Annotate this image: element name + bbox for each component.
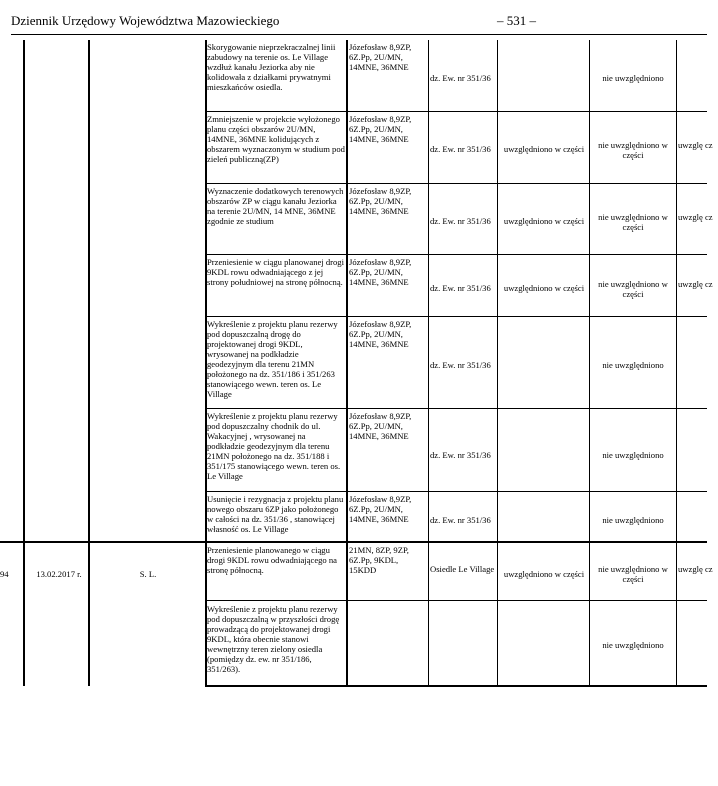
row-decision-3: uwzglę cz bbox=[678, 564, 713, 574]
row-plots: Józefosław 8,9ZP, 6Z.Pp, 2U/MN, 14MNE, 36MNE bbox=[349, 494, 412, 524]
row-line-5 bbox=[205, 408, 707, 409]
row-parcel: Osiedle Le Village bbox=[430, 564, 495, 574]
col-line-plots bbox=[428, 40, 429, 686]
row-line-3 bbox=[205, 254, 707, 255]
col-line-lp bbox=[23, 40, 25, 686]
row-parcel: dz. Ew. nr 351/36 bbox=[430, 450, 491, 460]
col-line-desc-right bbox=[346, 40, 348, 686]
row-decision-3: uwzglę cz bbox=[678, 140, 713, 150]
col-line-date bbox=[88, 40, 90, 686]
row-description: Skorygowanie nieprzekraczalnej linii zabudowy na terenie os. Le Village wzdłuż kanału Jeziorka aby nie kolidowała z działkami prywatnymi mieszkańców osiedla. bbox=[207, 42, 336, 92]
row-decision-3: uwzglę cz bbox=[678, 279, 713, 289]
row-decision-1: uwzględniono w części bbox=[503, 144, 585, 154]
row-parcel: dz. Ew. nr 351/36 bbox=[430, 360, 491, 370]
row-description: Wykreślenie z projektu planu rezerwy pod dopuszczalną drogę do projektowanej drogi 9KDL, wrysowanej na podkładzie geodezyjnym dla terenu 21MN położonego na dz. 351/186 i 351/263 stanowiącego wewn. teren os. Le Village bbox=[207, 319, 338, 399]
row-line-6 bbox=[205, 491, 707, 492]
row-decision-1: uwzględniono w części bbox=[503, 216, 585, 226]
row-description: Przeniesienie planowanego w ciągu drogi 9KDL rowu odwadniającego na stronę północną. bbox=[207, 545, 337, 575]
row-decision-2: nie uwzględniono w części bbox=[598, 279, 668, 299]
row-plots: Józefosław 8,9ZP, 6Z.Pp, 2U/MN, 14MNE, 36MNE bbox=[349, 411, 412, 441]
row-description: Wykreślenie z projektu planu rezerwy pod dopuszczalny chodnik do ul. Wakacyjnej , wrysowanej na podkładzie geodezyjnym dla terenu 21MN położonego na dz. 351/188 i 351/175 stanowiącego wewn. teren os. Le Village bbox=[207, 411, 341, 481]
row-plots: Józefosław 8,9ZP, 6Z.Pp, 2U/MN, 14MNE, 36MNE bbox=[349, 114, 412, 144]
row-description: Wyznaczenie dodatkowych terenowych obszarów ZP w ciągu kanału Jeziorka na terenie 2U/MN, 14 MNE, 36MNE zgodnie ze studium bbox=[207, 186, 344, 226]
row-plots: Józefosław 8,9ZP, 6Z.Pp, 2U/MN, 14MNE, 36MNE bbox=[349, 319, 412, 349]
row-decision-2: nie uwzględniono bbox=[602, 640, 664, 650]
row-decision-2: nie uwzględniono w części bbox=[598, 212, 668, 232]
row-number: 94 bbox=[0, 569, 9, 579]
row-parcel: dz. Ew. nr 351/36 bbox=[430, 515, 491, 525]
row-applicant: S. L. bbox=[139, 569, 157, 579]
row-line-8 bbox=[205, 600, 707, 601]
row-decision-2: nie uwzględniono w części bbox=[598, 564, 668, 584]
row-plots: Józefosław 8,9ZP, 6Z.Pp, 2U/MN, 14MNE, 36MNE bbox=[349, 257, 412, 287]
row-decision-1: uwzględniono w części bbox=[503, 569, 585, 579]
row-plots: Józefosław 8,9ZP, 6Z.Pp, 2U/MN, 14MNE, 36MNE bbox=[349, 186, 412, 216]
row-decision-2: nie uwzględniono bbox=[602, 450, 664, 460]
row-description: Przeniesienie w ciągu planowanej drogi 9KDL rowu odwadniającego z jej strony południowej na stronę północną. bbox=[207, 257, 344, 287]
row-parcel: dz. Ew. nr 351/36 bbox=[430, 144, 491, 154]
row-decision-2: nie uwzględniono w części bbox=[598, 140, 668, 160]
col-line-c2 bbox=[676, 40, 677, 686]
col-line-parcel bbox=[497, 40, 498, 686]
row-parcel: dz. Ew. nr 351/36 bbox=[430, 73, 491, 83]
row-decision-2: nie uwzględniono bbox=[602, 360, 664, 370]
row-plots: 21MN, 8ZP, 9ZP, 6Z.Pp, 9KDL, 15KDD bbox=[349, 545, 409, 575]
row-description: Zmniejszenie w projekcie wyłożonego planu części obszarów 2U/MN, 14MNE, 36MNE kolidujących z obszarem wyznaczonym w studium pod zieleń publiczną(ZP) bbox=[207, 114, 345, 164]
journal-title: Dziennik Urzędowy Województwa Mazowieckiego bbox=[11, 13, 280, 28]
row-line-2 bbox=[205, 183, 707, 184]
table-bottom-line bbox=[205, 685, 707, 687]
row-parcel: dz. Ew. nr 351/36 bbox=[430, 283, 491, 293]
row-parcel: dz. Ew. nr 351/36 bbox=[430, 216, 491, 226]
row-date: 13.02.2017 r. bbox=[36, 569, 82, 579]
header-rule bbox=[11, 34, 707, 35]
row-decision-3: uwzglę cz bbox=[678, 212, 713, 222]
row-description: Wykreślenie z projektu planu rezerwy pod dopuszczalną w przyszłości drogę prowadzącą do projektowanej drogi 9KDL, która obecnie stanowi wewnętrzny teren zielony osiedla (pomiędzy dz. ew. nr 351/186, 351/263). bbox=[207, 604, 340, 674]
page-number: – 531 – bbox=[497, 13, 536, 28]
row-decision-1: uwzględniono w części bbox=[503, 283, 585, 293]
row-description: Usunięcie i rezygnacja z projektu planu nowego obszaru 6ZP jako położonego w całości na dz. 351/36 , stanowiącej własność os. Le Village bbox=[207, 494, 344, 534]
row-decision-2: nie uwzględniono bbox=[602, 73, 664, 83]
row-decision-2: nie uwzględniono bbox=[602, 515, 664, 525]
row-line-4 bbox=[205, 316, 707, 317]
row-line-1 bbox=[205, 111, 707, 112]
row-plots: Józefosław 8,9ZP, 6Z.Pp, 2U/MN, 14MNE, 36MNE bbox=[349, 42, 412, 72]
group-line bbox=[0, 541, 707, 543]
